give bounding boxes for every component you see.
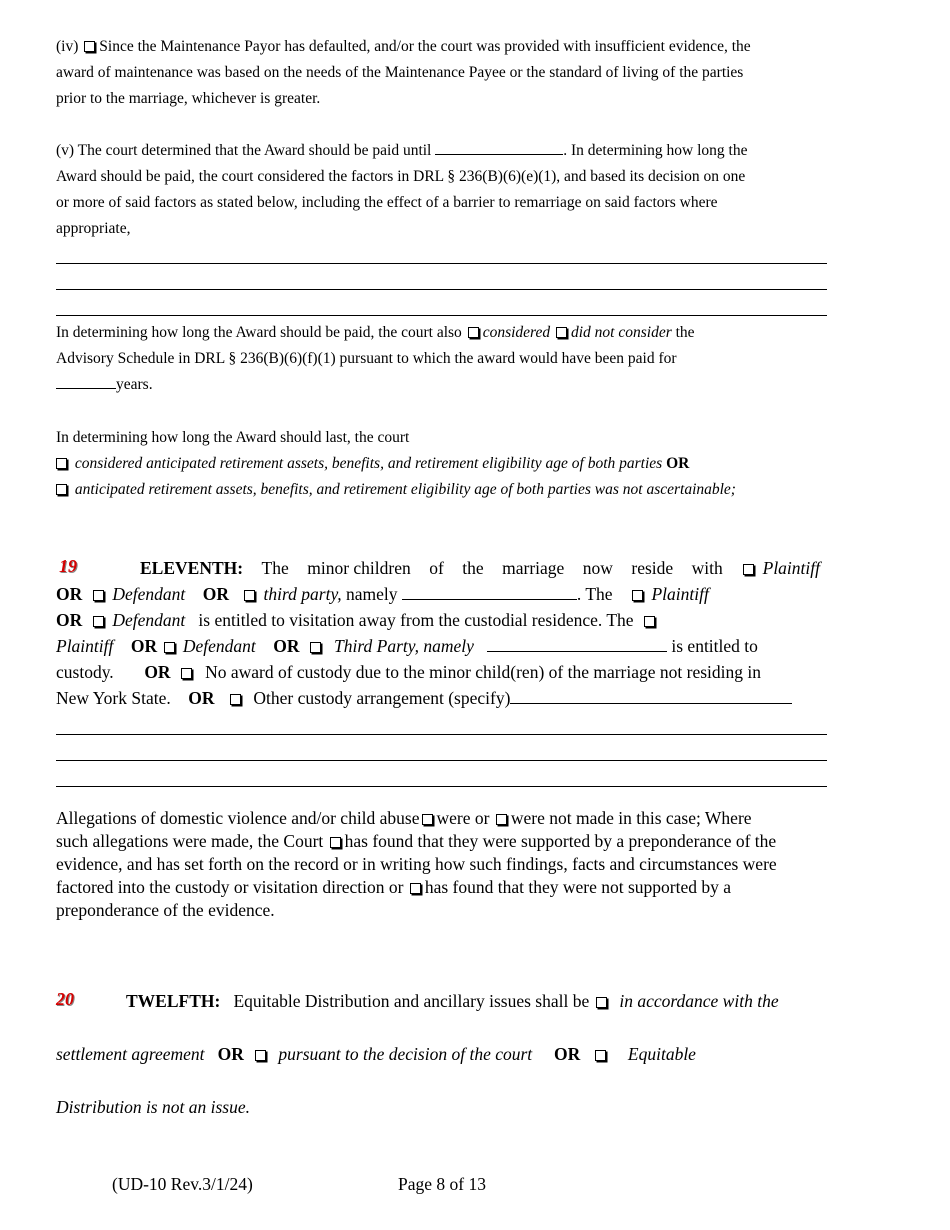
para-iv-line3: prior to the marriage, whichever is greater. (56, 90, 321, 107)
checkbox-icon[interactable] (743, 564, 754, 575)
custody-text: is entitled to (671, 636, 758, 656)
para-v-line3: or more of said factors as stated below, including the effect of a barrier to remarriage on said factors where (56, 194, 718, 211)
or-label: OR (554, 1044, 581, 1064)
retirement-intro: In determining how long the Award should last, the court (56, 429, 410, 446)
not-supported-option: has found that they were not supported by a (424, 877, 732, 897)
item-number-19: 19 (59, 556, 77, 576)
para-iv-prefix: (iv) (56, 38, 79, 55)
or-label: OR (188, 688, 215, 708)
settlement-option-cont: settlement agreement (56, 1044, 205, 1064)
paragraph-v (56, 138, 836, 242)
checkbox-icon[interactable] (496, 814, 507, 825)
checkbox-icon[interactable] (632, 590, 643, 601)
third-party-option: third party, (263, 584, 342, 604)
defendant-option: Defendant (112, 584, 186, 604)
para-v-line4: appropriate, (56, 220, 131, 237)
checkbox-icon[interactable] (244, 590, 255, 601)
twelfth-heading: TWELFTH: (126, 991, 221, 1011)
checkbox-icon[interactable] (596, 997, 607, 1008)
checkbox-icon[interactable] (410, 883, 421, 894)
checkbox-icon[interactable] (422, 814, 433, 825)
factors-line-1[interactable] (56, 263, 827, 264)
para-v-line2: Award should be paid, the court considered the factors in DRL § 236(B)(6)(e)(1), and based its decision on one (56, 168, 746, 185)
para-iv-line1: Since the Maintenance Payor has defaulted, and/or the court was provided with insufficient evidence, the (99, 38, 751, 55)
allegations-text: such allegations were made, the Court (56, 831, 324, 851)
not-an-issue-option: Equitable (627, 1044, 696, 1064)
checkbox-icon[interactable] (56, 484, 67, 495)
custody-label: custody. (56, 662, 114, 682)
no-award-option: No award of custody due to the minor child(ren) of the marriage not residing in (205, 662, 762, 682)
checkbox-icon[interactable] (468, 327, 479, 338)
settlement-option: in accordance with the (619, 991, 779, 1011)
third-party-name-field[interactable] (402, 584, 577, 600)
para-v-line1a: (v) The court determined that the Award should be paid until (56, 142, 432, 159)
or-label: OR (56, 610, 83, 630)
word: the (462, 558, 484, 578)
allegations-paragraph (56, 807, 846, 922)
years-field[interactable] (56, 373, 116, 389)
allegations-text: evidence, and has set forth on the record or in writing how such findings, facts and circumstances were (56, 854, 777, 874)
or-label: OR (273, 636, 300, 656)
retirement-paragraph (56, 425, 836, 503)
para-v-line1b: . In determining how long the (563, 142, 748, 159)
eleventh-heading: ELEVENTH: (140, 558, 244, 578)
years-label: years. (116, 376, 153, 393)
were-not-option: were not made in this case; Where (510, 808, 752, 828)
checkbox-icon[interactable] (255, 1050, 266, 1061)
custody-line-2[interactable] (56, 760, 827, 761)
checkbox-icon[interactable] (595, 1050, 606, 1061)
word: The (261, 558, 289, 578)
or-label: OR (56, 584, 83, 604)
visitation-text: is entitled to visitation away from the custodial residence. The (198, 610, 634, 630)
checkbox-icon[interactable] (310, 642, 321, 653)
allegations-text: Allegations of domestic violence and/or child abuse (56, 808, 420, 828)
advisory-line1b: the (675, 324, 695, 341)
checkbox-icon[interactable] (84, 41, 95, 52)
word: of (429, 558, 444, 578)
word: now (582, 558, 613, 578)
advisory-line2: Advisory Schedule in DRL § 236(B)(6)(f)(1) pursuant to which the award would have been paid for (56, 350, 677, 367)
new-york-label: New York State. (56, 688, 171, 708)
or-label: OR (202, 584, 230, 604)
defendant-option: Defendant (182, 636, 256, 656)
the-label: . The (576, 584, 613, 604)
form-id: (UD-10 Rev.3/1/24) (112, 1174, 253, 1194)
or-label: OR (130, 636, 158, 656)
checkbox-icon[interactable] (330, 837, 341, 848)
retirement-opt2: anticipated retirement assets, benefits, and retirement eligibility age of both parties was not ascertainable; (74, 481, 736, 498)
paragraph-iv (56, 34, 836, 112)
item-number-20: 20 (56, 989, 74, 1009)
page-number: Page 8 of 13 (398, 1174, 486, 1194)
eleventh-paragraph (56, 555, 820, 711)
allegations-text: preponderance of the evidence. (56, 900, 275, 920)
word: reside (631, 558, 674, 578)
retirement-opt1: considered anticipated retirement assets, benefits, and retirement eligibility age of both parties (74, 455, 663, 472)
were-option: were or (436, 808, 490, 828)
factors-line-2[interactable] (56, 289, 827, 290)
plaintiff-option: Plaintiff (651, 584, 709, 604)
twelfth-text: Equitable Distribution and ancillary issues shall be (233, 991, 590, 1011)
defendant-option: Defendant (112, 610, 186, 630)
plaintiff-option: Plaintiff (762, 558, 820, 578)
third-party-custody-field[interactable] (487, 636, 667, 652)
opt-considered: considered (482, 324, 551, 341)
custody-line-3[interactable] (56, 786, 827, 787)
checkbox-icon[interactable] (56, 458, 67, 469)
plaintiff-option: Plaintiff (56, 636, 114, 656)
not-an-issue-option-cont: Distribution is not an issue. (56, 1097, 250, 1117)
checkbox-icon[interactable] (93, 616, 104, 627)
or-label: OR (666, 455, 690, 472)
checkbox-icon[interactable] (644, 616, 655, 627)
checkbox-icon[interactable] (164, 642, 175, 653)
supported-option: has found that they were supported by a preponderance of the (344, 831, 777, 851)
advisory-line1a: In determining how long the Award should be paid, the court also (56, 324, 462, 341)
or-label: OR (217, 1044, 244, 1064)
word: marriage (502, 558, 565, 578)
paid-until-field[interactable] (435, 139, 563, 155)
checkbox-icon[interactable] (181, 668, 192, 679)
para-iv-line2: award of maintenance was based on the needs of the Maintenance Payee or the standard of living of the parties (56, 64, 744, 81)
allegations-text: factored into the custody or visitation direction or (56, 877, 404, 897)
checkbox-icon[interactable] (93, 590, 104, 601)
word: minor children (307, 558, 411, 578)
twelfth-paragraph (56, 988, 836, 1120)
or-label: OR (144, 662, 171, 682)
court-decision-option: pursuant to the decision of the court (278, 1044, 533, 1064)
third-party-namely-option: Third Party, namely (334, 636, 474, 656)
checkbox-icon[interactable] (230, 694, 241, 705)
factors-line-3[interactable] (56, 315, 827, 316)
opt-did-not-consider: did not consider (571, 324, 672, 341)
other-custody-option: Other custody arrangement (specify) (253, 688, 511, 708)
other-custody-field[interactable] (510, 688, 792, 704)
advisory-paragraph (56, 320, 836, 398)
namely-label: namely (346, 584, 398, 604)
custody-line-1[interactable] (56, 734, 827, 735)
checkbox-icon[interactable] (556, 327, 567, 338)
word: with (691, 558, 723, 578)
